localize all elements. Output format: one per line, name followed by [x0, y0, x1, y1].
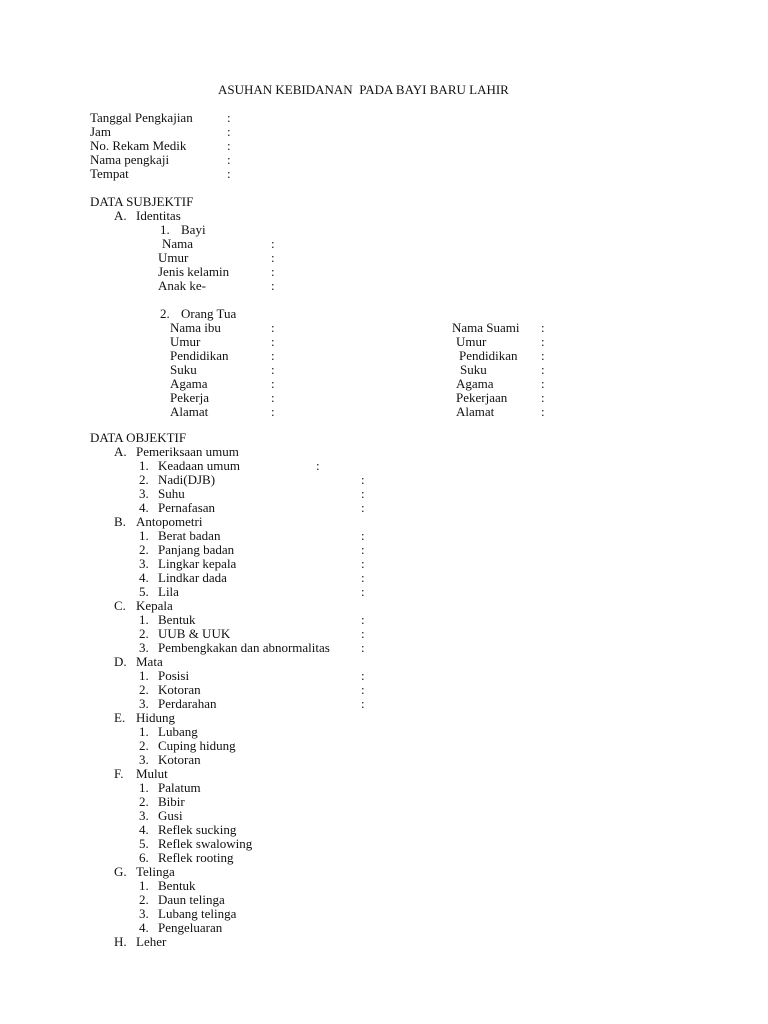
- ibu-field-colon: :: [271, 404, 275, 419]
- item-label: Gusi: [158, 808, 183, 823]
- bayi-field-label: Nama: [162, 236, 194, 251]
- suami-field-colon: :: [541, 390, 545, 405]
- section-heading-subjektif: DATA SUBJEKTIF: [90, 194, 194, 209]
- item-number: 3.: [139, 696, 149, 711]
- section-label: Hidung: [136, 710, 175, 725]
- item-label: Nadi(DJB): [158, 472, 216, 487]
- item-label: Panjang badan: [158, 542, 235, 557]
- item-label: Pembengkakan dan abnormalitas: [158, 640, 330, 655]
- ibu-field-label: Pendidikan: [170, 348, 229, 363]
- item-label: Kotoran: [158, 752, 201, 767]
- item-colon: :: [361, 626, 365, 641]
- item-label: Suhu: [158, 486, 185, 501]
- item-number: 4.: [139, 822, 149, 837]
- item-label: Lubang: [158, 724, 198, 739]
- section-heading-objektif: DATA OBJEKTIF: [90, 430, 187, 445]
- ibu-field-colon: :: [271, 334, 275, 349]
- suami-field-colon: :: [541, 362, 545, 377]
- bayi-field-colon: :: [271, 250, 275, 265]
- header-field-colon: :: [227, 138, 231, 153]
- subsection-number: 1.: [160, 222, 170, 237]
- item-number: 4.: [139, 500, 149, 515]
- item-label: Reflek rooting: [158, 850, 234, 865]
- ibu-field-label: Suku: [170, 362, 197, 377]
- item-colon: :: [361, 556, 365, 571]
- ibu-field-label: Agama: [170, 376, 208, 391]
- item-label: Daun telinga: [158, 892, 225, 907]
- suami-field-label: Agama: [456, 376, 494, 391]
- section-label: Mulut: [136, 766, 168, 781]
- item-number: 1.: [139, 878, 149, 893]
- section-marker: H.: [114, 934, 127, 949]
- item-number: 3.: [139, 808, 149, 823]
- section-marker: E.: [114, 710, 126, 725]
- item-number: 6.: [139, 850, 149, 865]
- item-number: 5.: [139, 836, 149, 851]
- item-number: 1.: [139, 668, 149, 683]
- section-marker: C.: [114, 598, 126, 613]
- ibu-field-colon: :: [271, 348, 275, 363]
- item-number: 3.: [139, 752, 149, 767]
- item-colon: :: [361, 584, 365, 599]
- header-field-label: Tempat: [90, 166, 129, 181]
- item-number: 1.: [139, 528, 149, 543]
- section-label: Kepala: [136, 598, 173, 613]
- section-label: Telinga: [136, 864, 175, 879]
- item-number: 2.: [139, 738, 149, 753]
- item-number: 2.: [139, 794, 149, 809]
- item-number: 3.: [139, 640, 149, 655]
- document-title: ASUHAN KEBIDANAN PADA BAYI BARU LAHIR: [218, 82, 509, 97]
- suami-field-label: Umur: [456, 334, 487, 349]
- item-number: 2.: [139, 626, 149, 641]
- item-number: 3.: [139, 486, 149, 501]
- subsection-label-orang-tua: Orang Tua: [181, 306, 237, 321]
- item-number: 4.: [139, 920, 149, 935]
- item-number: 3.: [139, 556, 149, 571]
- ibu-field-colon: :: [271, 320, 275, 335]
- item-colon: :: [361, 640, 365, 655]
- bayi-field-colon: :: [271, 264, 275, 279]
- header-field-label: Jam: [90, 124, 111, 139]
- ibu-field-colon: :: [271, 376, 275, 391]
- section-marker: G.: [114, 864, 127, 879]
- header-field-label: Tanggal Pengkajian: [90, 110, 193, 125]
- item-label: Lila: [158, 584, 179, 599]
- ibu-field-label: Nama ibu: [170, 320, 221, 335]
- item-label: Cuping hidung: [158, 738, 236, 753]
- suami-field-colon: :: [541, 376, 545, 391]
- suami-field-label: Pendidikan: [459, 348, 518, 363]
- bayi-field-colon: :: [271, 278, 275, 293]
- header-field-colon: :: [227, 124, 231, 139]
- item-label: Bibir: [158, 794, 185, 809]
- suami-field-colon: :: [541, 404, 545, 419]
- item-number: 4.: [139, 570, 149, 585]
- ibu-field-label: Alamat: [170, 404, 209, 419]
- item-label: Lingkar kepala: [158, 556, 237, 571]
- header-field-colon: :: [227, 110, 231, 125]
- item-label: Kotoran: [158, 682, 201, 697]
- item-number: 5.: [139, 584, 149, 599]
- header-field-label: Nama pengkaji: [90, 152, 170, 167]
- section-label: Mata: [136, 654, 163, 669]
- item-label: Lindkar dada: [158, 570, 227, 585]
- item-label: Reflek swalowing: [158, 836, 253, 851]
- item-number: 3.: [139, 906, 149, 921]
- item-number: 2.: [139, 892, 149, 907]
- item-colon: :: [361, 500, 365, 515]
- subsection-number: 2.: [160, 306, 170, 321]
- item-label: Palatum: [158, 780, 201, 795]
- bayi-field-colon: :: [271, 236, 275, 251]
- suami-field-label: Alamat: [456, 404, 495, 419]
- item-label: Pernafasan: [158, 500, 216, 515]
- suami-field-colon: :: [541, 320, 545, 335]
- section-label: Antopometri: [136, 514, 203, 529]
- item-label: Bentuk: [158, 878, 196, 893]
- section-marker: D.: [114, 654, 127, 669]
- item-colon: :: [361, 696, 365, 711]
- item-label: Pengeluaran: [158, 920, 223, 935]
- section-marker: B.: [114, 514, 126, 529]
- section-label-identitas: Identitas: [136, 208, 181, 223]
- item-colon: :: [361, 668, 365, 683]
- item-label: Bentuk: [158, 612, 196, 627]
- section-marker: A.: [114, 208, 127, 223]
- item-label: Reflek sucking: [158, 822, 237, 837]
- item-colon: :: [361, 528, 365, 543]
- item-colon: :: [361, 570, 365, 585]
- suami-field-label: Nama Suami: [452, 320, 520, 335]
- item-colon: :: [361, 486, 365, 501]
- item-number: 2.: [139, 472, 149, 487]
- item-number: 1.: [139, 458, 149, 473]
- ibu-field-colon: :: [271, 390, 275, 405]
- item-number: 1.: [139, 612, 149, 627]
- section-marker: F.: [114, 766, 124, 781]
- item-number: 1.: [139, 780, 149, 795]
- bayi-field-label: Anak ke-: [158, 278, 207, 293]
- header-field-colon: :: [227, 152, 231, 167]
- item-colon: :: [316, 458, 320, 473]
- item-number: 2.: [139, 542, 149, 557]
- suami-field-label: Suku: [460, 362, 487, 377]
- ibu-field-label: Pekerja: [170, 390, 209, 405]
- item-label: Perdarahan: [158, 696, 217, 711]
- bayi-field-label: Jenis kelamin: [158, 264, 230, 279]
- section-label: Pemeriksaan umum: [136, 444, 239, 459]
- suami-field-label: Pekerjaan: [456, 390, 508, 405]
- ibu-field-label: Umur: [170, 334, 201, 349]
- item-number: 2.: [139, 682, 149, 697]
- suami-field-colon: :: [541, 348, 545, 363]
- item-colon: :: [361, 472, 365, 487]
- item-label: Lubang telinga: [158, 906, 237, 921]
- header-field-label: No. Rekam Medik: [90, 138, 187, 153]
- header-field-colon: :: [227, 166, 231, 181]
- item-label: UUB & UUK: [158, 626, 231, 641]
- item-label: Posisi: [158, 668, 190, 683]
- subsection-label-bayi: Bayi: [181, 222, 206, 237]
- section-marker: A.: [114, 444, 127, 459]
- item-colon: :: [361, 682, 365, 697]
- suami-field-colon: :: [541, 334, 545, 349]
- item-number: 1.: [139, 724, 149, 739]
- item-colon: :: [361, 612, 365, 627]
- item-colon: :: [361, 542, 365, 557]
- ibu-field-colon: :: [271, 362, 275, 377]
- bayi-field-label: Umur: [158, 250, 189, 265]
- item-label: Berat badan: [158, 528, 221, 543]
- item-label: Keadaan umum: [158, 458, 240, 473]
- section-label: Leher: [136, 934, 167, 949]
